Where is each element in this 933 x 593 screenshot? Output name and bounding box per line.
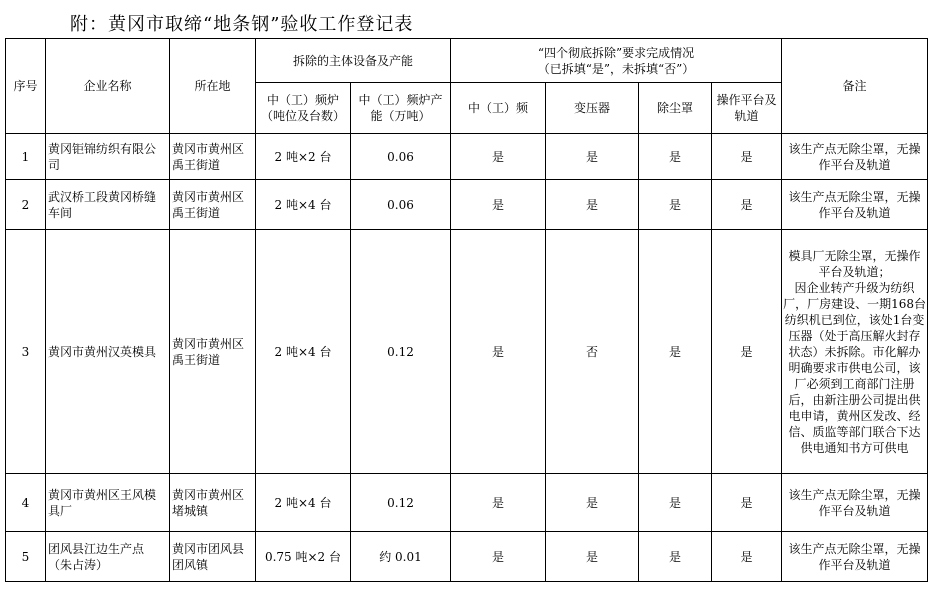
header-furnace: 中（工）频炉（吨位及台数） bbox=[256, 83, 351, 134]
row-status-dust-hood: 是 bbox=[639, 532, 712, 582]
header-remark: 备注 bbox=[782, 39, 928, 134]
row-status-transformer: 是 bbox=[546, 134, 639, 180]
row-company: 团风县江边生产点（朱占涛） bbox=[46, 532, 170, 582]
row-status-transformer: 否 bbox=[546, 230, 639, 474]
row-capacity: 0.12 bbox=[351, 230, 451, 474]
row-capacity: 约 0.01 bbox=[351, 532, 451, 582]
row-status-dust-hood: 是 bbox=[639, 474, 712, 532]
row-company: 黄冈市黄州汉英模具 bbox=[46, 230, 170, 474]
table-row bbox=[6, 474, 928, 532]
row-seq: 5 bbox=[6, 532, 46, 582]
row-status-platform: 是 bbox=[712, 230, 782, 474]
row-remark: 该生产点无除尘罩，无操作平台及轨道 bbox=[782, 180, 928, 230]
row-status-platform: 是 bbox=[712, 134, 782, 180]
row-furnace: 2 吨×4 台 bbox=[256, 474, 351, 532]
row-company: 武汉桥工段黄冈桥缝车间 bbox=[46, 180, 170, 230]
row-status-furnace: 是 bbox=[451, 180, 546, 230]
table-row bbox=[6, 230, 928, 474]
row-capacity: 0.12 bbox=[351, 474, 451, 532]
row-status-platform: 是 bbox=[712, 180, 782, 230]
document-title: 附：黄冈市取缔“地条钢”验收工作登记表 bbox=[70, 14, 414, 35]
row-location: 黄冈市黄州区堵城镇 bbox=[170, 474, 256, 532]
row-remark: 模具厂无除尘罩，无操作平台及轨道； 因企业转产升级为纺织厂，厂房建设、一期168台纺织机已到位，该处1台变压器（处于高压解火封存状态）未拆除。市化解办明确要求市供电公司，该厂必须到工商部门注册后，由新注册公司提出供电申请，黄州区发改、经信、质监等部门联合下达供电通知书方可供电 bbox=[782, 230, 928, 474]
registration-table bbox=[5, 38, 928, 582]
row-furnace: 0.75 吨×2 台 bbox=[256, 532, 351, 582]
header-status-dust-hood: 除尘罩 bbox=[639, 83, 712, 134]
row-status-dust-hood: 是 bbox=[639, 134, 712, 180]
row-status-furnace: 是 bbox=[451, 134, 546, 180]
table-row bbox=[6, 532, 928, 582]
row-status-platform: 是 bbox=[712, 532, 782, 582]
header-equipment-group: 拆除的主体设备及产能 bbox=[256, 39, 451, 83]
row-status-furnace: 是 bbox=[451, 474, 546, 532]
row-location: 黄冈市黄州区禹王街道 bbox=[170, 180, 256, 230]
row-status-furnace: 是 bbox=[451, 532, 546, 582]
row-company: 黄冈钜锦纺织有限公司 bbox=[46, 134, 170, 180]
row-remark: 该生产点无除尘罩，无操作平台及轨道 bbox=[782, 134, 928, 180]
row-seq: 4 bbox=[6, 474, 46, 532]
table-row bbox=[6, 134, 928, 180]
row-status-transformer: 是 bbox=[546, 532, 639, 582]
row-seq: 1 bbox=[6, 134, 46, 180]
header-status-transformer: 变压器 bbox=[546, 83, 639, 134]
row-status-dust-hood: 是 bbox=[639, 230, 712, 474]
row-status-transformer: 是 bbox=[546, 474, 639, 532]
header-status-platform: 操作平台及轨道 bbox=[712, 83, 782, 134]
row-status-furnace: 是 bbox=[451, 230, 546, 474]
header-capacity: 中（工）频炉产能（万吨） bbox=[351, 83, 451, 134]
header-location: 所在地 bbox=[170, 39, 256, 134]
table-row bbox=[6, 180, 928, 230]
row-remark: 该生产点无除尘罩，无操作平台及轨道 bbox=[782, 474, 928, 532]
row-seq: 3 bbox=[6, 230, 46, 474]
row-furnace: 2 吨×2 台 bbox=[256, 134, 351, 180]
row-status-dust-hood: 是 bbox=[639, 180, 712, 230]
header-company: 企业名称 bbox=[46, 39, 170, 134]
row-location: 黄冈市黄州区禹王街道 bbox=[170, 230, 256, 474]
row-capacity: 0.06 bbox=[351, 180, 451, 230]
header-status-furnace: 中（工）频 bbox=[451, 83, 546, 134]
header-seq: 序号 bbox=[6, 39, 46, 134]
row-location: 黄冈市黄州区禹王街道 bbox=[170, 134, 256, 180]
row-furnace: 2 吨×4 台 bbox=[256, 230, 351, 474]
row-capacity: 0.06 bbox=[351, 134, 451, 180]
header-row-1 bbox=[6, 39, 928, 83]
row-company: 黄冈市黄州区王风模具厂 bbox=[46, 474, 170, 532]
header-status-group: “四个彻底拆除”要求完成情况 （已拆填“是”，未拆填“否”） bbox=[451, 39, 782, 83]
row-location: 黄冈市团风县团风镇 bbox=[170, 532, 256, 582]
row-seq: 2 bbox=[6, 180, 46, 230]
row-remark: 该生产点无除尘罩，无操作平台及轨道 bbox=[782, 532, 928, 582]
row-status-transformer: 是 bbox=[546, 180, 639, 230]
row-furnace: 2 吨×4 台 bbox=[256, 180, 351, 230]
row-status-platform: 是 bbox=[712, 474, 782, 532]
